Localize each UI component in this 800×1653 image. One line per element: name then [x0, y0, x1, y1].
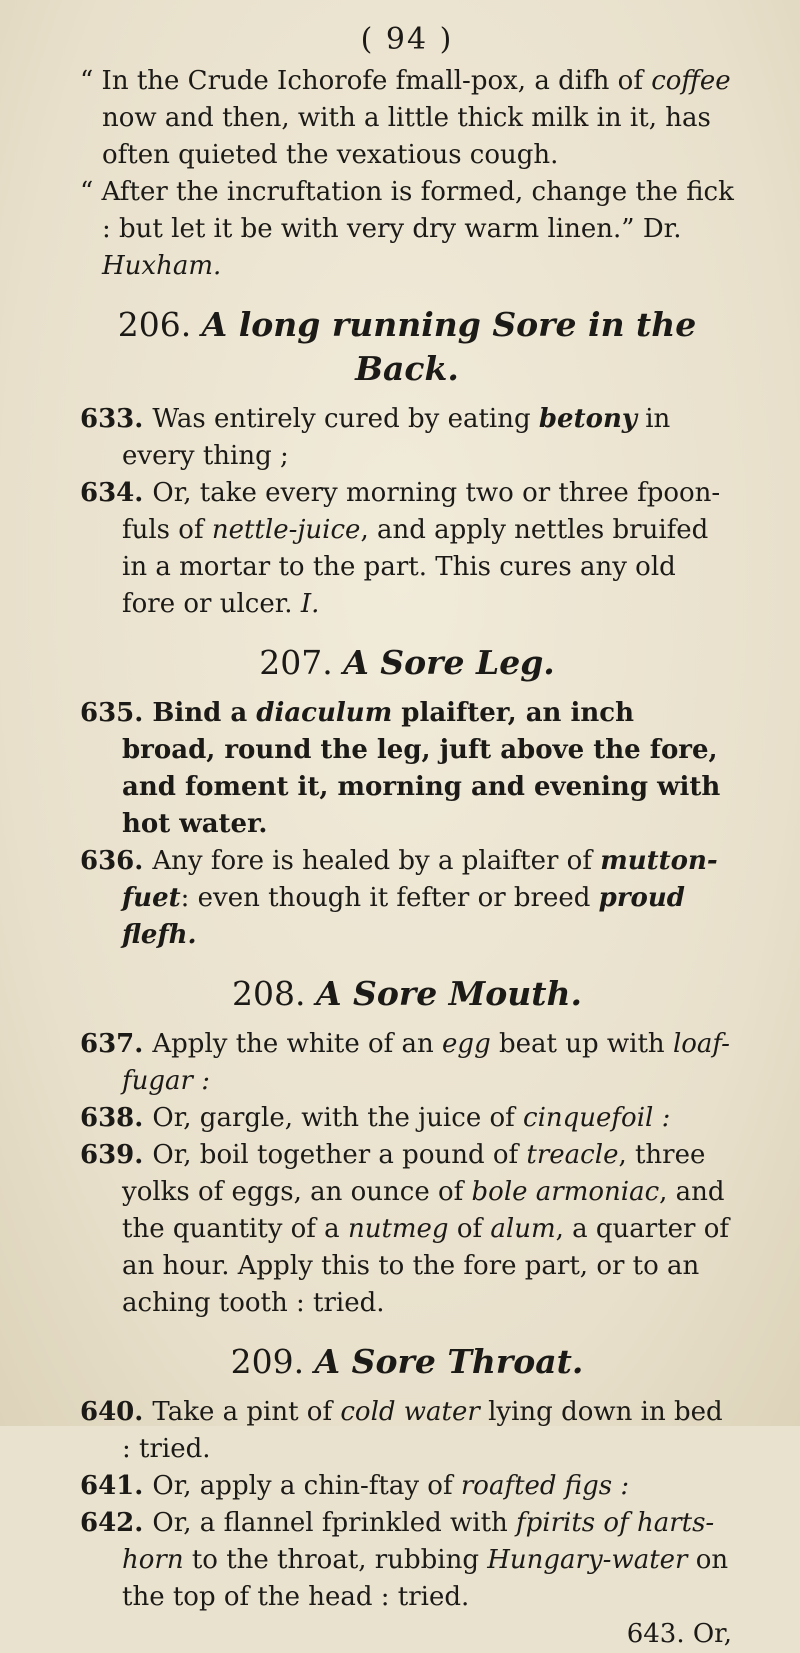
heading-206: 206. A long running Sore in the Back.: [117, 305, 697, 388]
entry-637: 637. Apply the white of an egg beat up with loaf-fugar :: [80, 1029, 730, 1096]
page-number: ( 94 ): [360, 22, 454, 57]
heading-209: 209. A Sore Throat.: [230, 1342, 584, 1381]
entry-634: 634. Or, take every morning two or three fpoon-fuls of nettle-juice, and apply nettles bruifed in a mortar to the part. This cures any old fore or ulcer. I.: [80, 478, 721, 619]
entry-641: 641. Or, apply a chin-ftay of roafted figs :: [80, 1471, 630, 1501]
paragraph-smallpox: “ In the Crude Ichorofe fmall-pox, a difh of coffee now and then, with a little thick milk in it, has often quieted the vexatious cough.: [80, 66, 731, 170]
entry-640: 640. Take a pint of cold water lying down in bed : tried.: [80, 1397, 723, 1464]
entry-642: 642. Or, a flannel fprinkled with fpirits of harts-horn to the throat, rubbing Hungary-water on the top of the head : tried.: [80, 1508, 729, 1612]
heading-207: 207. A Sore Leg.: [259, 643, 555, 682]
entry-639: 639. Or, boil together a pound of treacle, three yolks of eggs, an ounce of bole armoniac, and the quantity of a nutmeg of alum, a quarter of an hour. Apply this to the fore part, or to an aching tooth : tried.: [80, 1140, 730, 1318]
entry-636: 636. Any fore is healed by a plaifter of mutton-fuet: even though it fefter or breed proud flefh.: [80, 846, 718, 950]
heading-208: 208. A Sore Mouth.: [231, 974, 583, 1013]
paragraph-incrustation: “ After the incruftation is formed, change the fick : but let it be with very dry warm linen.” Dr. Huxham.: [80, 177, 734, 281]
entry-638: 638. Or, gargle, with the juice of cinquefoil :: [80, 1103, 671, 1133]
catchword: 643. Or,: [626, 1619, 732, 1649]
entry-633: 633. Was entirely cured by eating betony in every thing ;: [80, 404, 671, 471]
entry-635: 635. Bind a diaculum plaifter, an inch broad, round the leg, juft above the fore, and foment it, morning and evening with hot water.: [80, 698, 721, 839]
